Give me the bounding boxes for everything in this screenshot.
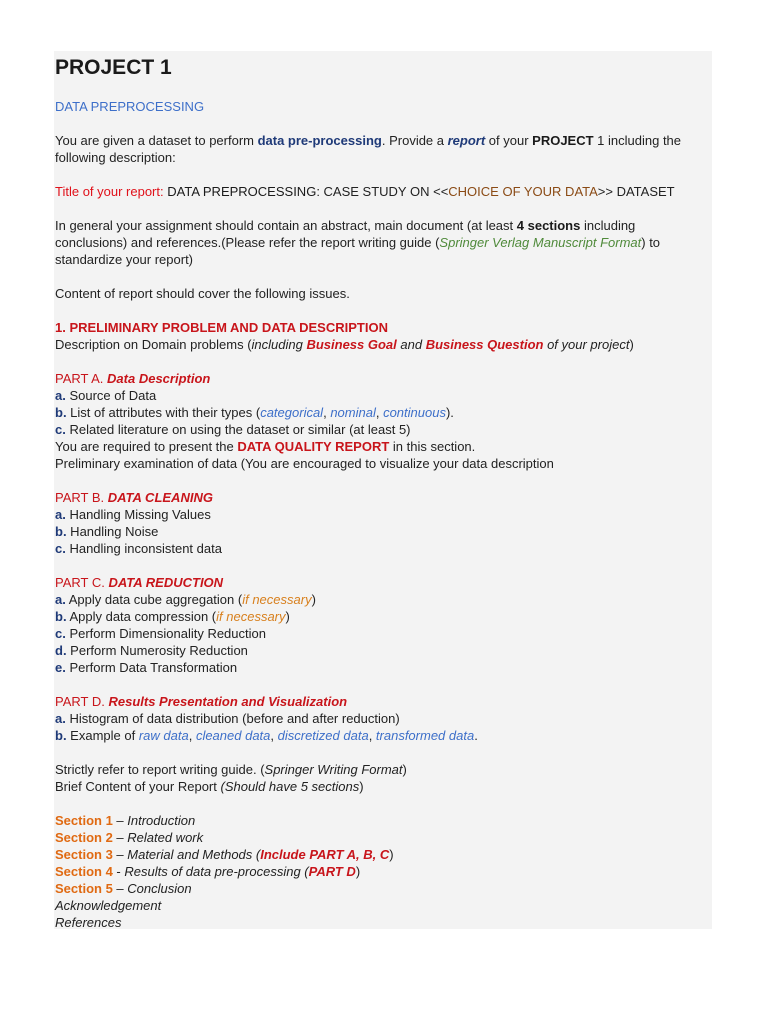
item-letter: c. [55,626,66,641]
document-content [55,55,705,931]
dash: – [112,830,128,845]
section-line [55,863,705,880]
item-letter: a. [55,507,66,522]
intro-text: You are given a dataset to perform [55,133,258,148]
item-letter: b. [55,524,67,539]
partA-label: PART A. [55,371,108,386]
report-title-bold: DATA PREPROCESSING [167,184,317,199]
section-label: Section 5 [55,881,113,896]
general-bold: 4 sections [516,218,581,233]
example-discretized-data: discretized data [277,728,369,743]
guide-line [55,761,705,778]
section-red: PART D [308,864,356,879]
req-text: You are required to present the [55,439,238,454]
guide-text: ) [402,762,407,777]
sep: , [270,728,278,743]
close: ) [355,864,361,879]
partB-heading [55,489,705,506]
report-title-label: Title of your report: [55,184,164,199]
close: ) [311,592,316,607]
partC-name: DATA REDUCTION [108,575,224,590]
item-letter: b. [55,728,67,743]
item-text: Handling Noise [66,524,159,539]
item-text: Apply data compression ( [66,609,217,624]
type-categorical: categorical [260,405,324,420]
section-line [55,829,705,846]
section1-text: ) [629,337,634,352]
partA-prelim: Preliminary examination of data (You are encouraged to visualize your data description [55,456,554,471]
intro-report: report [447,133,486,148]
section-line [55,880,705,897]
close: ) [389,847,394,862]
item-text: List of attributes with their types ( [66,405,261,420]
partC-heading [55,574,705,591]
report-title-line [55,183,705,200]
section1-italic: of your project [543,337,630,352]
end: . [474,728,478,743]
section-text: Introduction [127,813,196,828]
intro-paragraph [55,132,705,166]
section1-italic: including [251,337,307,352]
report-title-choice: CHOICE OF YOUR DATA [448,184,598,199]
intro-text: following description: [55,150,176,165]
if-necessary: if necessary [216,609,286,624]
example-transformed-data: transformed data [375,728,475,743]
section-text: Results of data pre-processing ( [124,864,309,879]
partA-heading [55,370,705,387]
report-title-text: : CASE STUDY ON << [316,184,449,199]
general-text: conclusions) and references.(Please refer the report writing guide ( [55,235,440,250]
partD-name: Results Presentation and Visualization [108,694,348,709]
partA-name: Data Description [107,371,211,386]
partD-item [55,710,705,727]
general-text: ) to [641,235,661,250]
req-text: in this section. [389,439,476,454]
section1-italic: and [396,337,426,352]
item-text: Example of [66,728,139,743]
item-text: Related literature on using the dataset or similar (at least 5) [65,422,411,437]
section-label: Section 1 [55,813,113,828]
acknowledgement: Acknowledgement [55,898,162,913]
close: ) [285,609,290,624]
report-title-text: >> DATASET [597,184,675,199]
guide-italic: (Should have 5 sections [220,779,360,794]
page-title: PROJECT 1 [55,56,172,79]
dash: – [112,847,128,862]
partB-item [55,540,705,557]
section-line [55,812,705,829]
general-text: In general your assignment should contain an abstract, main document (at least [55,218,517,233]
partC-item [55,625,705,642]
intro-highlight: data pre-processing [257,133,382,148]
item-letter: d. [55,643,67,658]
example-cleaned-data: cleaned data [195,728,271,743]
general-text: standardize your report) [55,252,194,267]
intro-project: PROJECT [532,133,594,148]
item-letter: a. [55,711,66,726]
item-letter: b. [55,405,67,420]
intro-text: of your [485,133,533,148]
partB-name: DATA CLEANING [107,490,213,505]
item-letter: a. [55,388,66,403]
item-text: Apply data cube aggregation ( [65,592,243,607]
section-red: Include PART A, B, C [260,847,390,862]
item-letter: c. [55,422,66,437]
section-label: Section 3 [55,847,113,862]
section-text: Related work [127,830,204,845]
item-letter: b. [55,609,67,624]
item-text: Handling inconsistent data [65,541,222,556]
close: ). [445,405,454,420]
partA-item [55,404,705,421]
section-label: Section 2 [55,830,113,845]
partB-label: PART B. [55,490,108,505]
partC-item [55,659,705,676]
references: References [55,915,122,930]
partA-item [55,421,705,438]
partC-label: PART C. [55,575,109,590]
guide-text: ) [359,779,364,794]
section-text: Material and Methods ( [127,847,261,862]
item-letter: e. [55,660,66,675]
item-text: Perform Dimensionality Reduction [65,626,266,641]
item-text: Handling Missing Values [65,507,211,522]
dash: – [112,813,128,828]
section-text: Conclusion [127,881,192,896]
type-nominal: nominal [330,405,376,420]
business-question: Business Question [425,337,544,352]
partB-item [55,523,705,540]
if-necessary: if necessary [242,592,312,607]
sep: , [375,405,384,420]
guide-italic: Springer Writing Format [264,762,403,777]
partC-item [55,608,705,625]
business-goal: Business Goal [306,337,397,352]
item-text: Histogram of data distribution (before and after reduction) [65,711,400,726]
partC-item [55,591,705,608]
item-text: Source of Data [65,388,157,403]
guide-text: Strictly refer to report writing guide. ( [55,762,265,777]
section1-heading: 1. PRELIMINARY PROBLEM AND DATA DESCRIPTION [55,320,388,335]
partD-heading [55,693,705,710]
sep: , [323,405,331,420]
brief-content-line [55,778,705,795]
partC-item [55,642,705,659]
partD-label: PART D. [55,694,109,709]
section-line [55,846,705,863]
sep: , [368,728,376,743]
intro-text: 1 including the [593,133,682,148]
partA-requirement [55,438,705,455]
page-subtitle: DATA PREPROCESSING [55,99,205,114]
item-letter: c. [55,541,66,556]
intro-text: . Provide a [381,133,448,148]
item-text: Perform Numerosity Reduction [66,643,248,658]
partD-item [55,727,705,744]
guide-text: Brief Content of your Report [55,779,221,794]
partA-item [55,387,705,404]
item-text: Perform Data Transformation [65,660,238,675]
example-raw-data: raw data [138,728,189,743]
item-letter: a. [55,592,66,607]
content-line: Content of report should cover the following issues. [55,286,350,301]
section1-text: Description on Domain problems ( [55,337,252,352]
dash: – [112,881,128,896]
partB-item [55,506,705,523]
dash: - [112,864,125,879]
section-label: Section 4 [55,864,113,879]
springer-format: Springer Verlag Manuscript Format [439,235,642,250]
type-continuous: continuous [383,405,446,420]
section1-description [55,336,705,353]
data-quality-report: DATA QUALITY REPORT [237,439,390,454]
sep: , [188,728,196,743]
general-text: including [580,218,636,233]
general-paragraph [55,217,705,268]
